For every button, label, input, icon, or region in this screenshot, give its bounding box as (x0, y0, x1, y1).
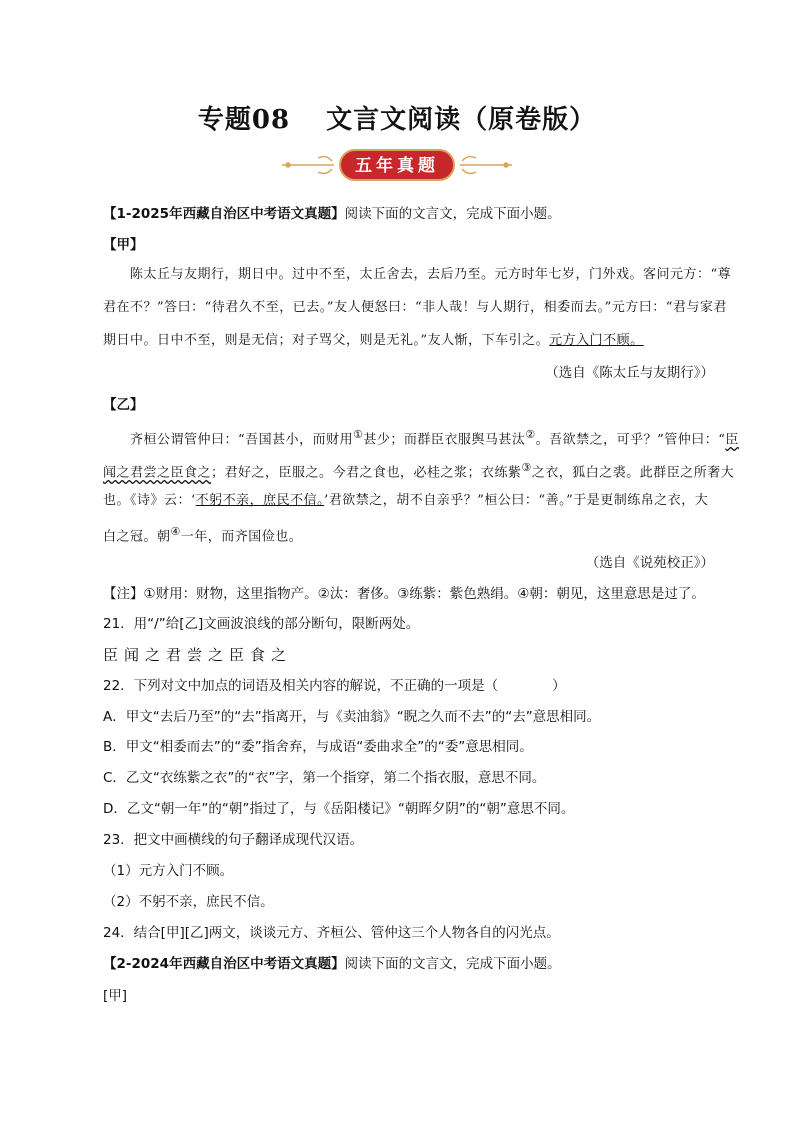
q2-instruction: 阅读下面的文言文，完成下面小题。 (344, 956, 561, 972)
q1-intro (103, 204, 561, 224)
banner-right-ornament-icon (460, 157, 512, 174)
q2-intro (103, 954, 561, 974)
note-marker-3: ③ (521, 461, 532, 474)
question-21: 21．用“/”给[乙]文画波浪线的部分断句，限断两处。 (103, 616, 420, 632)
banner-left-ornament-icon (282, 157, 334, 174)
q1-source-tag: 【1-2025年西藏自治区中考语文真题】 (103, 206, 345, 222)
yi-wavy-part-1: 臣 (725, 432, 739, 448)
jia-line-1: 陈太丘与友期行，期日中。过中不至，太丘舍去，去后乃至。元方时年七岁，门外戏。客问元方：“尊 (130, 267, 732, 282)
note-marker-1: ① (353, 428, 364, 441)
yi-line-3-a: 也。《诗》云：‘ (103, 493, 196, 508)
question-23-item-2: （2）不躬不亲，庶民不信。 (103, 894, 274, 910)
question-22-option-a: A．甲文“去后乃至”的“去”指离开，与《卖油翁》“睨之久而不去”的“去”意思相同。 (103, 709, 601, 725)
yi-wavy-part-2: 闻之君尝之臣食之 (103, 465, 212, 481)
five-year-exam-banner (278, 146, 516, 184)
yi-line-1 (130, 425, 739, 450)
yi-line-2-a: ；君好之，臣服之。今君之食也，必桂之浆；衣练紫 (211, 465, 522, 481)
banner-text: 五年真题 (355, 156, 439, 176)
question-21-text: 臣闻之君尝之臣食之 (103, 646, 293, 664)
yi-line-1-c: 。吾欲禁之，可乎？”管仲曰：“ (535, 432, 726, 448)
jia-line-2: 君在不？”答曰：“待君久不至，已去。”友人便怒曰：“非人哉！与人期行，相委而去。”元方曰：“君与家君 (103, 300, 727, 315)
yi-line-4-a: 白之冠。朝 (103, 529, 171, 545)
jia-line-3-text: 期日中。日中不至，则是无信；对子骂父，则是无礼。”友人惭，下车引之。 (103, 333, 550, 348)
notes: 【注】①财用：财物，这里指物产。②汰：奢侈。③练紫：紫色熟绢。④朝：朝见，这里意思是过了。 (103, 586, 705, 602)
yi-line-4 (103, 522, 302, 547)
title-topic-number: 专题08 (197, 105, 291, 135)
q2-source-tag: 【2-2024年西藏自治区中考语文真题】 (103, 956, 345, 972)
jia-source: （选自《陈太丘与友期行》） (545, 365, 714, 381)
yi-line-2-b: 之衣，狐白之裘。此群臣之所奢大 (531, 465, 735, 481)
jia-underlined-sentence: 元方入门不顾。 (549, 333, 644, 348)
q1-yi-label: 【乙】 (103, 397, 144, 413)
yi-source: （选自《说苑校正》） (585, 555, 714, 571)
yi-line-1-a: 齐桓公谓管仲曰：“吾国甚小，而财用 (130, 432, 354, 448)
note-marker-4: ④ (170, 525, 181, 538)
yi-underlined-sentence: 不躬不亲，庶民不信。 (195, 493, 325, 508)
question-23-item-1: （1）元方入门不顾。 (103, 863, 234, 879)
question-22-option-c: C．乙文“衣练紫之衣”的“衣”字，第一个指穿，第二个指衣服，意思不同。 (103, 770, 546, 786)
page-title (0, 99, 794, 136)
yi-line-4-b: 一年，而齐国俭也。 (180, 529, 303, 545)
yi-line-1-b: 甚少；而群臣衣服舆马甚汰 (363, 432, 526, 448)
question-23: 23．把文中画横线的句子翻译成现代汉语。 (103, 832, 364, 848)
title-topic-name: 文言文阅读（原卷版） (326, 105, 597, 135)
question-22-option-b: B．甲文“相委而去”的“委”指舍弃，与成语“委曲求全”的“委”意思相同。 (103, 739, 533, 755)
yi-line-2 (103, 458, 734, 483)
q2-jia-label: [甲] (103, 988, 128, 1004)
question-22: 22．下列对文中加点的词语及相关内容的解说，不正确的一项是（ ） (103, 678, 566, 694)
note-marker-2: ② (525, 428, 536, 441)
q1-jia-label: 【甲】 (103, 237, 144, 253)
jia-line-3 (103, 331, 644, 351)
question-24: 24．结合[甲][乙]两文，谈谈元方、齐桓公、管仲这三个人物各自的闪光点。 (103, 925, 560, 941)
question-22-option-d: D．乙文“朝一年”的“朝”指过了，与《岳阳楼记》“朝晖夕阴”的“朝”意思不同。 (103, 801, 575, 817)
yi-line-3 (103, 491, 708, 511)
q1-instruction: 阅读下面的文言文，完成下面小题。 (344, 206, 561, 222)
yi-line-3-b: ’君欲禁之，胡不自亲乎？”桓公曰：“善。”于是更制练帛之衣，大 (324, 493, 709, 508)
